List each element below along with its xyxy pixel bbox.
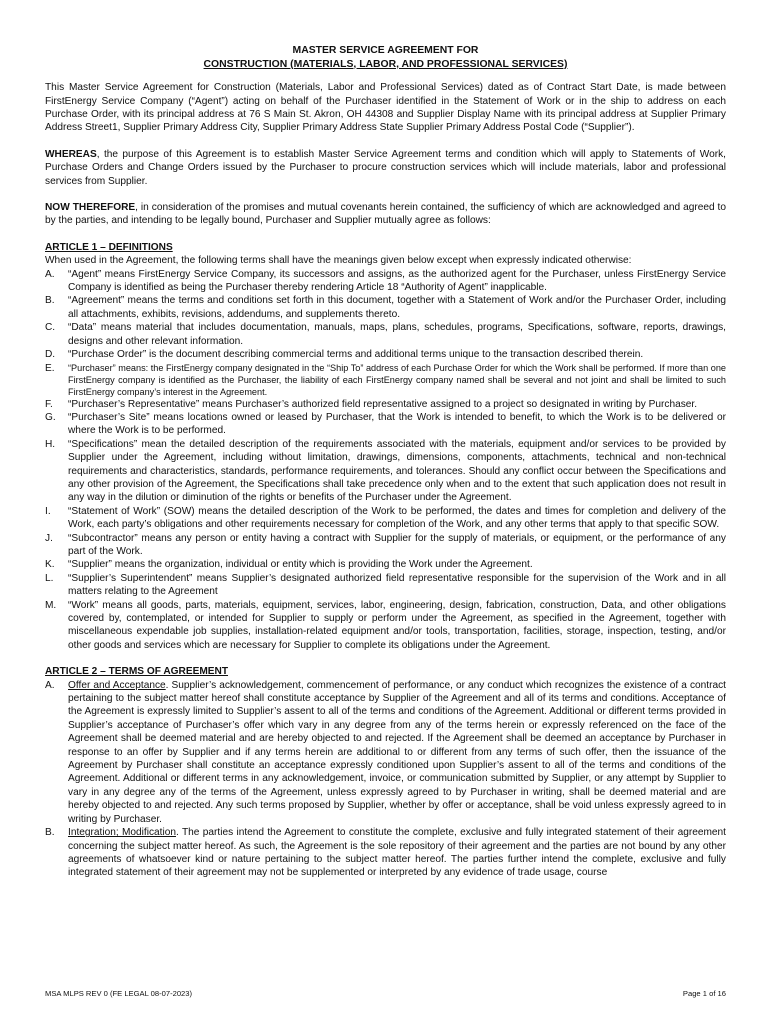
list-item-letter: J. [45,532,53,544]
document-title [45,44,726,71]
terms-list [45,679,726,880]
list-item [45,572,726,599]
list-item-title: Integration; Modification [68,827,177,839]
list-item [45,294,726,321]
list-item [45,321,726,348]
document-body [45,44,726,880]
list-item-letter: B. [45,295,55,307]
whereas-paragraph [45,148,726,188]
list-item-body: . The parties intend the Agreement to constitute the complete, exclusive and fully integrated statement of their agreement concerning the subject matter hereof. As such, the Agreement is the sole repository of their agreement and the parties are not bound by any other agreements of whatsoever kind or nature pertaining to the subject matter hereof. The parties further intend the complete, exclusive and fully integrated statement of their agreement may not be supplemented or interpreted by any evidence of trade usage, course [68,827,726,879]
list-item-text [68,679,726,826]
list-item [45,411,726,438]
whereas-text: , the purpose of this Agreement is to establish Master Service Agreement terms and condition which will apply to Statements of Work, Purchase Orders and Change Orders issued by the Purchaser to procure construction services which will include materials, labor and professional services from Supplier. [45,148,726,187]
list-item [45,362,726,398]
list-item-letter: C. [45,322,56,334]
now-therefore-paragraph [45,201,726,228]
intro-paragraph: This Master Service Agreement for Construction (Materials, Labor and Professional Services) dated as of Contract Start Date, is made between FirstEnergy Service Company (“Agent”) acting on behalf of the Purchaser identified in the Statement of Work or in the ship to address on each Purchase Order, with its principal address at 76 S Main St. Akron, OH 44308 and Supplier Display Name with its principal address at Supplier Primary Address Street1, Supplier Primary Address City, Supplier Primary Address State Supplier Primary Address Postal Code (“Supplier”). [45,82,726,134]
whereas-lead: WHEREAS [45,148,97,160]
list-item-letter: L. [45,572,54,584]
list-item-letter: M. [45,599,57,611]
list-item-text [68,826,726,880]
list-item-text: “Supplier” means the organization, individual or entity which is providing the Work under the Agreement. [68,559,533,571]
list-item [45,268,726,295]
list-item [45,532,726,559]
list-item [45,599,726,653]
article-1-lead: When used in the Agreement, the following terms shall have the meanings given below except when expressly indicated otherwise: [45,255,632,267]
list-item [45,558,726,571]
list-item-text: “Purchase Order” is the document describing commercial terms and additional terms unique to the transaction described therein. [68,349,644,361]
list-item [45,826,726,880]
list-item [45,398,726,411]
definitions-list [45,268,726,653]
page-footer [45,989,726,998]
list-item-letter: B. [45,827,55,839]
list-item-letter: E. [45,362,55,374]
now-therefore-text: , in consideration of the promises and mutual covenants herein contained, the sufficiency of which are acknowledged and agreed to by the parties, and intending to be legally bound, Purchaser and Supplier mutually agree as follows: [45,202,726,227]
footer-revision: MSA MLPS REV 0 (FE LEGAL 08-07-2023) [45,989,193,998]
now-therefore-lead: NOW THEREFORE [45,202,136,214]
list-item [45,679,726,826]
list-item-text: “Purchaser” means: the FirstEnergy company designated in the “Ship To” address of each Purchase Order for which the Work shall be performed. If more than one FirstEnergy company is identified as the Purchaser, the liability of each FirstEnergy company named shall be several and not joint and shall be limited to such FirstEnergy company’s interest in the Agreement. [68,362,726,397]
list-item-letter: F. [45,398,53,410]
list-item-letter: H. [45,438,56,450]
list-item-text: “Supplier’s Superintendent” means Supplier’s designated authorized field representative responsible for the supervision of the Work and in all matters relating to the Agreement [68,572,726,598]
list-item-text: “Subcontractor” means any person or entity having a contract with Supplier for the supply of materials, or equipment, or the performance of any part of the Work. [68,532,726,557]
list-item-text: “Agreement” means the terms and conditions set forth in this document, together with a Statement of Work and/or the Purchaser Order, including all attachments, exhibits, revisions, addendums, and supplements thereto. [68,295,726,320]
list-item-letter: A. [45,268,55,280]
list-item [45,348,726,361]
list-item [45,505,726,532]
list-item-text: “Specifications” mean the detailed description of the requirements associated with the materials, equipment and/or services to be provided by Supplier under the Agreement, including without limitation, drawings, dimensions, components, attachments, technical and non-technical requirements and characteristics, standards, performance requirements, and tolerances. Should any conflict occur between the Specifications and any other provision of the Agreement, the Specifications shall take precedence only when and to the extent that such application does not result in any way in the dilution or diminution of the rights or benefits of the Purchaser under the Agreement. [68,438,726,504]
list-item-letter: D. [45,349,56,361]
article-1-heading: ARTICLE 1 – DEFINITIONS [45,241,173,253]
title-line-1: MASTER SERVICE AGREEMENT FOR [292,45,479,56]
list-item-title: Offer and Acceptance [68,679,166,691]
list-item-letter: G. [45,411,56,423]
list-item-letter: A. [45,679,55,691]
article-2-heading: ARTICLE 2 – TERMS OF AGREEMENT [45,666,229,678]
list-item-text: “Statement of Work” (SOW) means the detailed description of the Work to be performed, the dates and times for completion and delivery of the Work, each party’s obligations and other requirements necessary for completion of the Work, and any other terms that apply to that specific SOW. [68,505,726,531]
list-item-text: “Purchaser’s Site” means locations owned or leased by Purchaser, that the Work is intended to benefit, to which the Work is to be delivered or where the Work is to be performed. [68,411,726,437]
list-item-text: “Purchaser’s Representative” means Purchaser’s authorized field representative assigned to a project so designated in writing by Purchaser. [68,398,698,410]
list-item-body: . Supplier’s acknowledgement, commencement of performance, or any conduct which recognizes the existence of a contract pertaining to the subject matter hereof shall constitute acceptance by Supplier of the Agreement and all of its terms and conditions. Acceptance of the Agreement is expressly limited to Supplier’s assent to all of the terms and conditions of the Agreement. Additional or different terms provided in Supplier’s acceptance of Purchaser’s offer which vary in any degree from any of the terms herein or expressly referenced on the face of the Agreement shall be deemed material and are hereby objected to and rejected. If the Agreement shall be deemed an acceptance by Purchaser in response to an offer by Supplier and if any terms herein are additional to or different from any terms of such offer, then the issuance of the Agreement by Purchaser shall constitute an acceptance expressly conditioned upon Supplier’s assent to all of the terms and conditions of the Agreement. Additional or different terms in any acknowledgement, invoice, or communication submitted by Supplier, or any attempt by Supplier to vary in any degree any of the terms of the Agreement, unless expressly agreed to by Purchaser in writing, shall be deemed material and are hereby objected to and rejected. Any such terms proposed by Supplier, whether by offer or acceptance, shall be void unless expressly agreed to in writing by Purchaser. [68,679,726,825]
list-item [45,438,726,505]
title-line-2: CONSTRUCTION (MATERIALS, LABOR, AND PROFESSIONAL SERVICES) [203,58,568,70]
list-item-text: “Data” means material that includes documentation, manuals, maps, plans, schedules, programs, Specifications, software, reports, drawings, designs and other relevant information. [68,322,726,347]
list-item-text: “Agent” means FirstEnergy Service Company, its successors and assigns, as the authorized agent for the Purchaser, unless FirstEnergy Service Company is identified as being the Purchaser thereby rendering Article 18 “Authority of Agent” inapplicable. [68,268,726,294]
footer-page-number: Page 1 of 16 [682,989,726,998]
list-item-letter: K. [45,559,55,571]
list-item-letter: I. [45,505,51,517]
list-item-text: “Work” means all goods, parts, materials, equipment, services, labor, engineering, design, fabrication, construction, Data, and other obligations covered by, contemplated, or intended for Supplier to supply or perform under the Agreement, as specified in the Agreement, together with miscellaneous expendable job supplies, installation-related equipment and/or tools, transportation, facilities, storage, inspection, testing, and/or other goods and services which are necessary for Supplier to complete its obligations under the Agreement. [68,599,726,651]
